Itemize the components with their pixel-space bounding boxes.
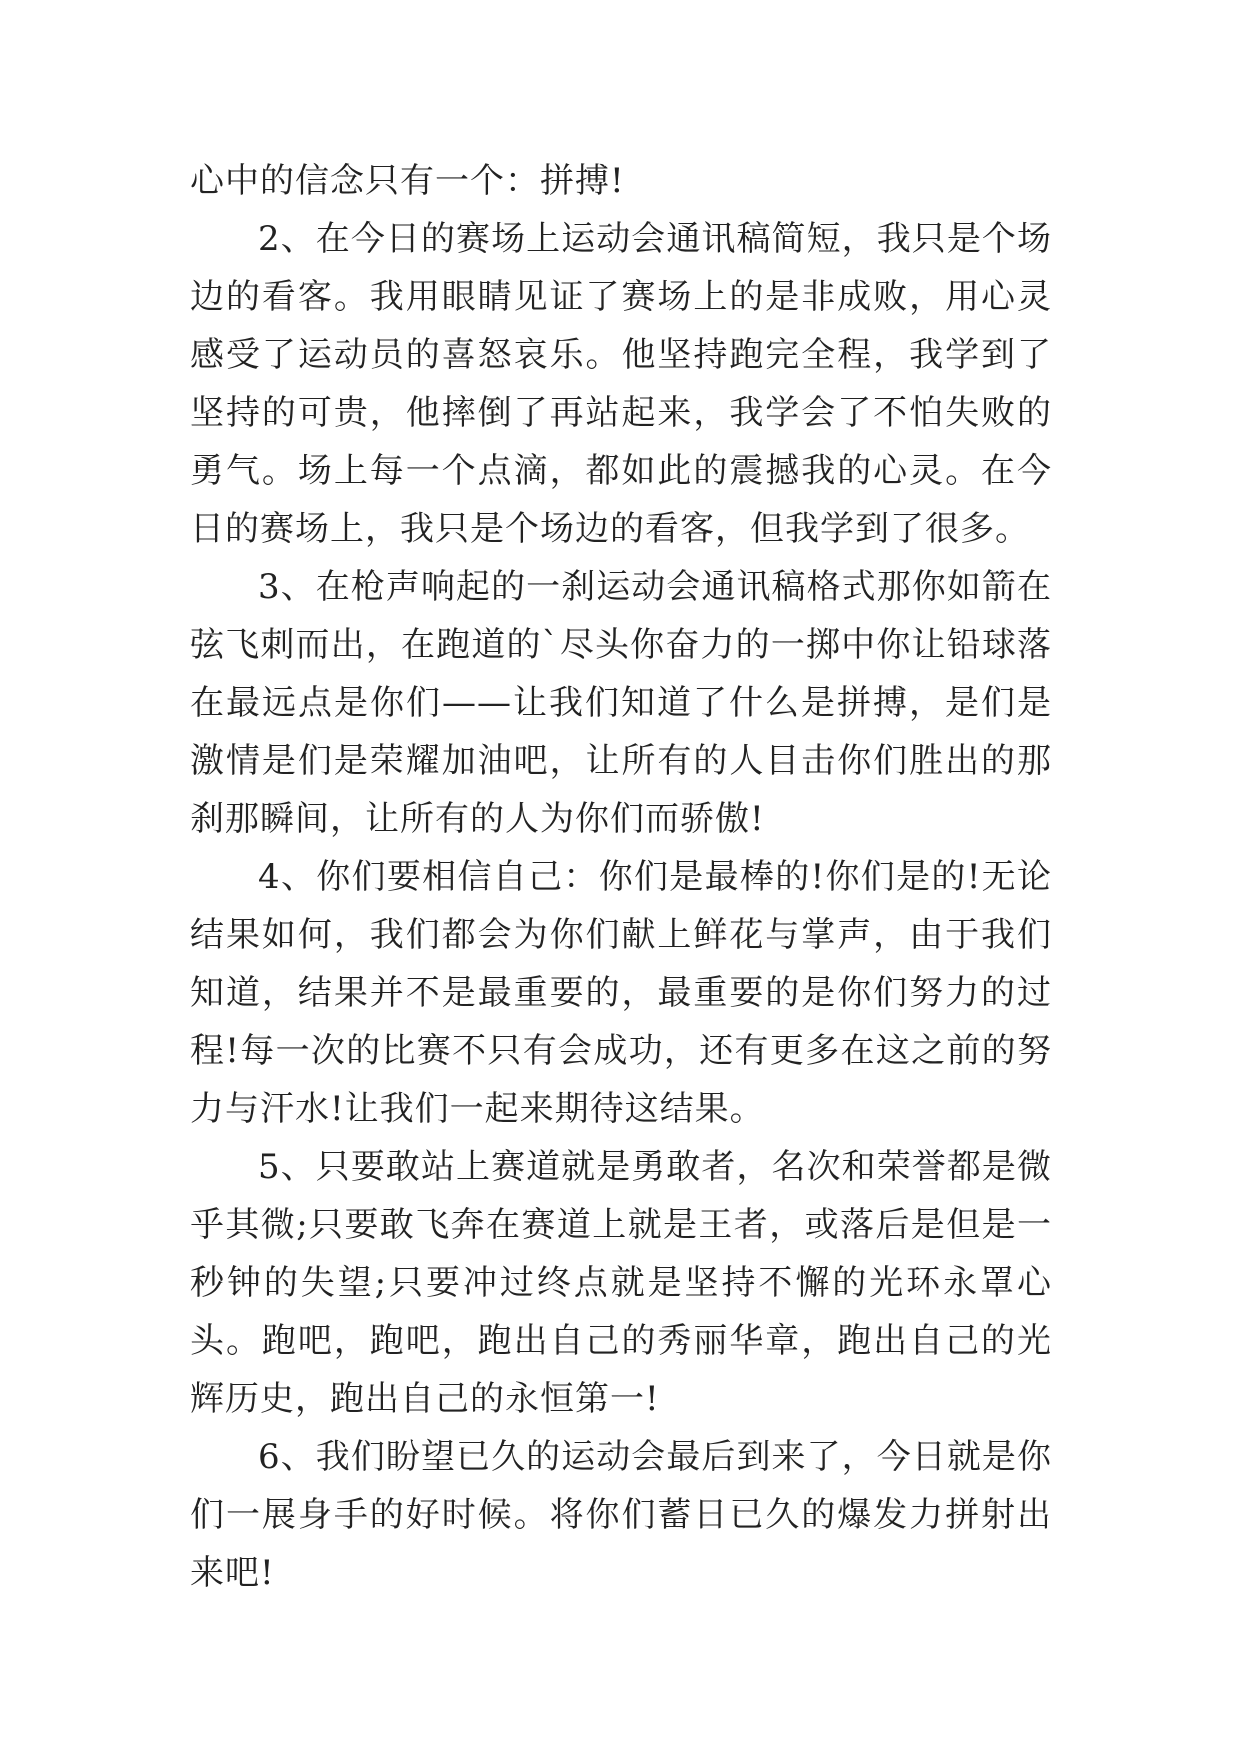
paragraph-1: 心中的信念只有一个：拼搏! <box>190 161 625 201</box>
paragraph-2: 2、在今日的赛场上运动会通讯稿简短，我只是个场边的看客。我用眼睛见证了赛场上的是非成败，用心灵感受了运动员的喜怒哀乐。他坚持跑完全程，我学到了坚持的可贵，他摔倒了再站起来，我学会了不怕失败的勇气。场上每一个点滴，都如此的震撼我的心灵。在今日的赛场上，我只是个场边的看客，但我学到了很多。 <box>190 219 1052 549</box>
paragraph-3: 3、在枪声响起的一刹运动会通讯稿格式那你如箭在弦飞刺而出，在跑道的`尽头你奋力的一掷中你让铅球落在最远点是你们——让我们知道了什么是拼搏，是们是激情是们是荣耀加油吧，让所有的人目击你们胜出的那刹那瞬间，让所有的人为你们而骄傲! <box>190 567 1052 839</box>
paragraph-6: 6、我们盼望已久的运动会最后到来了，今日就是你们一展身手的好时候。将你们蓄日已久的爆发力拼射出来吧! <box>190 1437 1052 1593</box>
paragraph-4: 4、你们要相信自己：你们是最棒的!你们是的!无论结果如何，我们都会为你们献上鲜花与掌声，由于我们知道，结果并不是最重要的，最重要的是你们努力的过程!每一次的比赛不只有会成功，还有更多在这之前的努力与汗水!让我们一起来期待这结果。 <box>190 857 1052 1129</box>
document-body <box>190 152 1052 1602</box>
paragraph-5: 5、只要敢站上赛道就是勇敢者，名次和荣誉都是微乎其微;只要敢飞奔在赛道上就是王者，或落后是但是一秒钟的失望;只要冲过终点就是坚持不懈的光环永罩心头。跑吧，跑吧，跑出自己的秀丽华章，跑出自己的光辉历史，跑出自己的永恒第一! <box>190 1147 1052 1419</box>
